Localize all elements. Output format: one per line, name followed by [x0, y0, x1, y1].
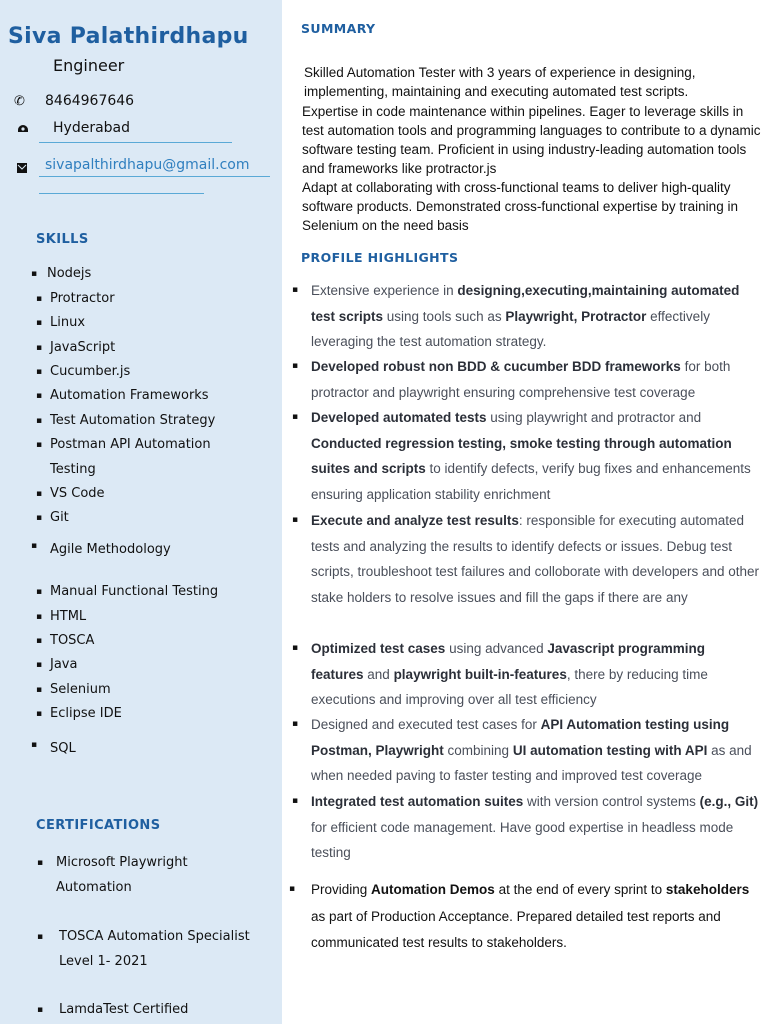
bullet-icon: ▪	[31, 269, 38, 279]
bullet-icon: ▪	[36, 294, 43, 304]
bullet-icon: ▪	[292, 643, 299, 653]
bullet-icon: ▪	[37, 1005, 44, 1015]
bullet-icon: ▪	[36, 318, 43, 328]
highlight-item: Providing Automation Demos at the end of every sprint to stakeholders as part of Production Acceptance. Prepared detailed test reports and communicated test results to stakeholders.	[311, 882, 750, 950]
skill-label: Testing	[50, 462, 96, 477]
summary-paragraph: Skilled Automation Tester with 3 years of experience in designing, implementing, maintaining and executing automated test scripts.	[304, 65, 696, 99]
bullet-icon: ▪	[292, 361, 299, 371]
highlights-heading: PROFILE HIGHLIGHTS	[301, 250, 459, 265]
skill-label: Linux	[50, 315, 86, 330]
bullet-icon: ▪	[31, 740, 38, 750]
bullet-icon: ▪	[36, 391, 43, 401]
highlight-item: Developed automated tests using playwright and protractor and Conducted regression testing, smoke testing through automation suites and scripts to identify defects, verify bug fixes and enhancements ensuring application stability enrichment	[311, 410, 751, 503]
certifications-heading: CERTIFICATIONS	[36, 818, 161, 833]
divider	[39, 193, 204, 194]
divider	[39, 176, 270, 177]
bullet-icon: ▪	[36, 416, 43, 426]
skill-label: Java	[50, 657, 78, 672]
skill-label: Automation Frameworks	[50, 388, 209, 403]
bullet-icon: ▪	[36, 440, 43, 450]
bullet-icon: ▪	[36, 636, 43, 646]
summary-paragraph: Adapt at collaborating with cross-functional teams to deliver high-quality software products. Demonstrated cross-functional expertise by training in Selenium on the need basis	[302, 180, 738, 233]
skill-label: Postman API Automation	[50, 437, 211, 452]
email-link[interactable]: sivapalthirdhapu@gmail.com	[45, 157, 250, 173]
skill-label: VS Code	[50, 486, 105, 501]
skill-label: Cucumber.js	[50, 364, 131, 379]
skill-label: JavaScript	[50, 340, 116, 355]
candidate-role: Engineer	[53, 56, 125, 75]
certification-item	[59, 997, 274, 1022]
bullet-icon: ▪	[36, 587, 43, 597]
email-icon	[17, 163, 27, 177]
location-icon	[16, 124, 30, 140]
highlight-item: Designed and executed test cases for API Automation testing using Postman, Playwright combining UI automation testing with API as and when needed paving to faster testing and improved test coverage	[311, 717, 752, 784]
highlight-item: Execute and analyze test results: responsible for executing automated tests and analyzing the results to identify defects or issues. Debug test scripts, troubleshoot test failures and colloborate with developers and other stake holders to resolve issues and fill the gaps if there are any	[311, 513, 760, 606]
skill-label: Manual Functional Testing	[50, 584, 219, 599]
main-content	[282, 0, 768, 1024]
bullet-icon: ▪	[36, 513, 43, 523]
highlight-item: Developed robust non BDD & cucumber BDD frameworks for both protractor and playwright ensuring comprehensive test coverage	[311, 359, 731, 400]
skill-label: Git	[50, 510, 69, 525]
bullet-icon: ▪	[292, 285, 299, 295]
bullet-icon: ▪	[292, 515, 299, 525]
bullet-icon: ▪	[292, 796, 299, 806]
bullet-icon: ▪	[292, 719, 299, 729]
bullet-icon: ▪	[36, 343, 43, 353]
skill-label: HTML	[50, 609, 87, 624]
bullet-icon: ▪	[36, 685, 43, 695]
summary-paragraph: Expertise in code maintenance within pipelines. Eager to leverage skills in test automation tools and programming languages to contribute to a dynamic software testing team. Proficient in using industry-leading automation tools and frameworks like protractor.js	[302, 104, 761, 176]
divider	[39, 142, 232, 143]
phone-number: 8464967646	[45, 93, 135, 109]
candidate-name: Siva Palathirdhapu	[8, 24, 249, 49]
highlight-item: Integrated test automation suites with version control systems (e.g., Git) for efficient code management. Have good expertise in headless mode testing	[311, 794, 759, 861]
bullet-icon: ▪	[36, 367, 43, 377]
bullet-icon: ▪	[289, 884, 296, 894]
highlight-item: Extensive experience in designing,executing,maintaining automated test scripts using tools such as Playwright, Protractor effectively leveraging the test automation strategy.	[311, 283, 740, 350]
skill-label: Agile Methodology	[50, 542, 171, 557]
bullet-icon: ▪	[36, 660, 43, 670]
certification-detail: Level 1- 2021	[59, 954, 148, 969]
skill-label: SQL	[50, 741, 76, 756]
skill-label: Test Automation Strategy	[50, 413, 216, 428]
skill-label: Eclipse IDE	[50, 706, 122, 721]
sidebar	[0, 0, 282, 1024]
bullet-icon: ▪	[31, 541, 38, 551]
skills-heading: SKILLS	[36, 232, 89, 247]
bullet-icon: ▪	[37, 858, 44, 868]
certification-title: LamdaTest Certified	[59, 1002, 189, 1017]
bullet-icon: ▪	[37, 932, 44, 942]
certification-detail: Automation	[56, 880, 132, 895]
skill-label: Selenium	[50, 682, 111, 697]
bullet-icon: ▪	[36, 489, 43, 499]
skill-label: Nodejs	[47, 266, 92, 281]
bullet-icon: ▪	[292, 412, 299, 422]
skill-label: TOSCA	[50, 633, 95, 648]
bullet-icon: ▪	[36, 709, 43, 719]
skill-label: Protractor	[50, 291, 115, 306]
bullet-icon: ▪	[36, 612, 43, 622]
certification-item	[56, 850, 271, 900]
phone-icon: ✆	[14, 94, 25, 109]
location-text: Hyderabad	[53, 120, 130, 136]
summary-heading: SUMMARY	[301, 21, 376, 36]
certification-title: Microsoft Playwright	[56, 855, 188, 870]
highlight-item: Optimized test cases using advanced Javascript programming features and playwright built-in-features, there by reducing time executions and improving over all test efficiency	[311, 641, 708, 708]
certification-item	[59, 924, 274, 974]
certification-title: TOSCA Automation Specialist	[59, 929, 250, 944]
